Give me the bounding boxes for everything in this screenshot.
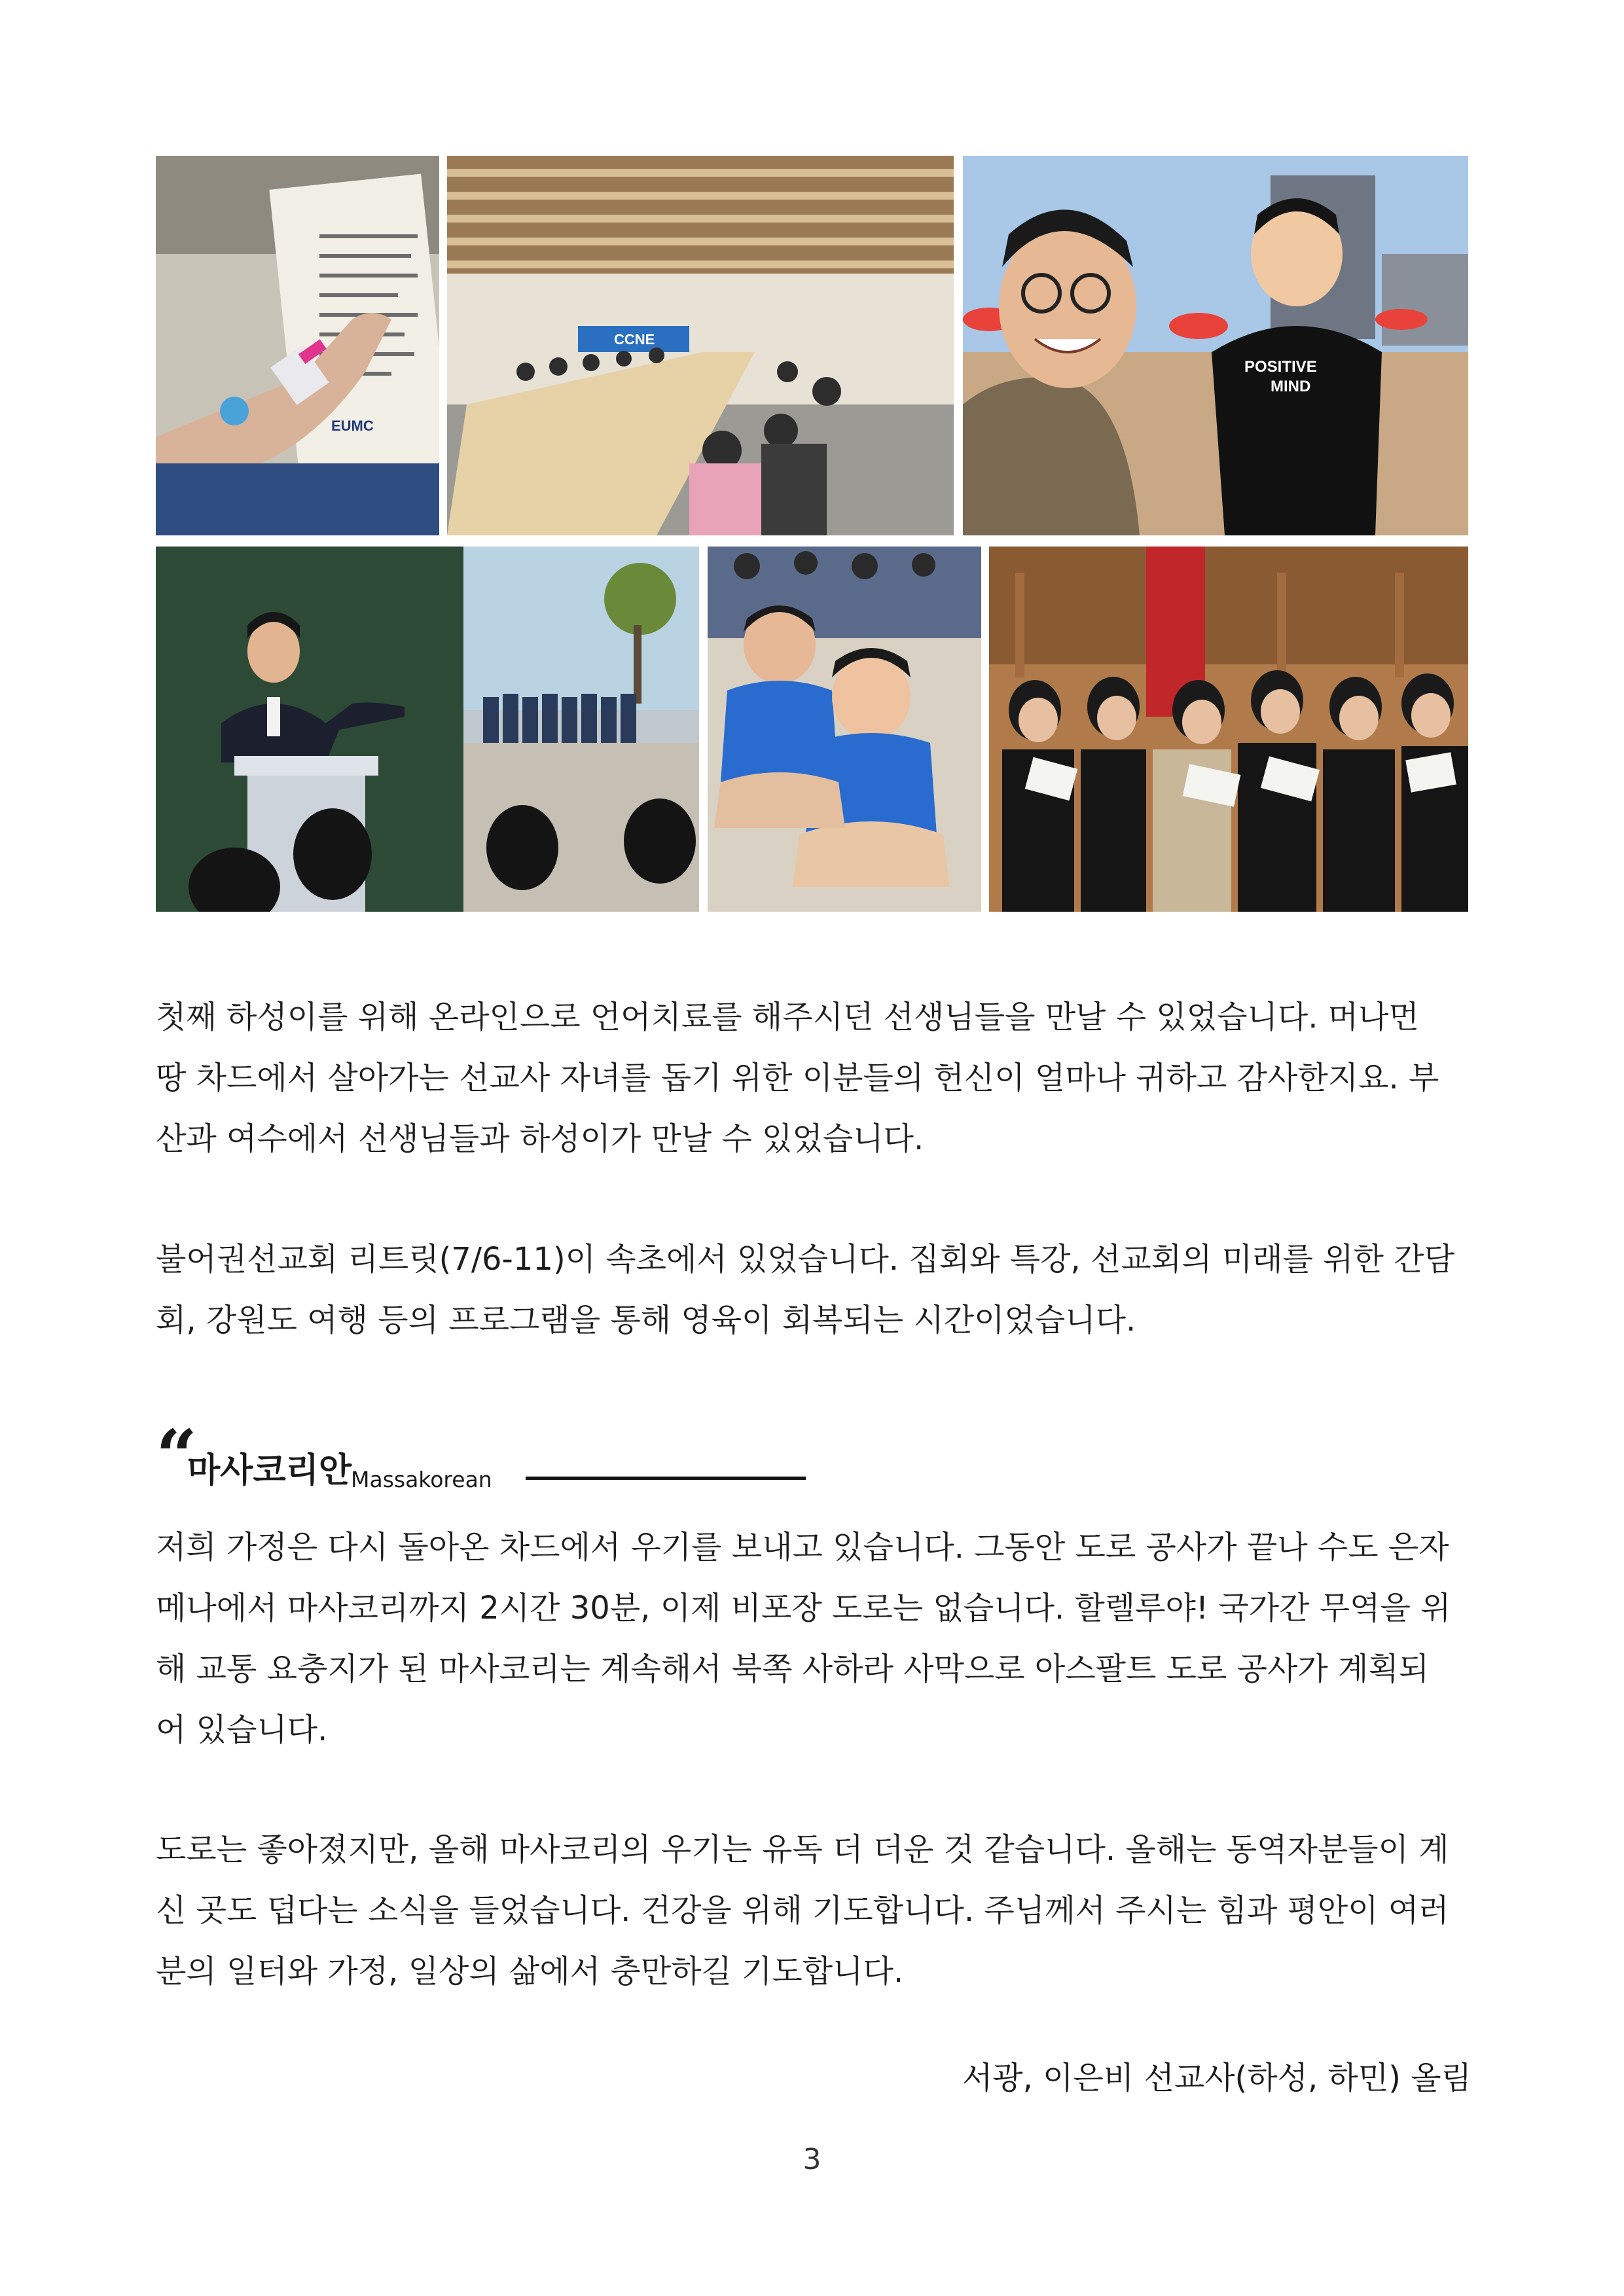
- svg-text:MIND: MIND: [1271, 378, 1311, 395]
- text-line: 어 있습니다.: [156, 1712, 328, 1748]
- section-divider: [526, 1477, 806, 1480]
- photo-choir-singing: [989, 547, 1468, 912]
- paragraph-prayer: [156, 1820, 1471, 2002]
- section-title-korean: 마사코리안: [187, 1451, 352, 1490]
- text-line: 해 교통 요충지가 된 마사코리는 계속해서 북쪽 사하라 사막으로 아스팔트 도로 공사가 계획되: [156, 1651, 1430, 1687]
- text-line: 첫째 하성이를 위해 온라인으로 언어치료를 해주시던 선생님들을 만날 수 있었습니다. 머나먼: [156, 999, 1419, 1035]
- photo-retreat-meeting: [447, 156, 954, 535]
- quote-mark-icon: “: [156, 1414, 198, 1498]
- photo-children-praying: [708, 547, 981, 912]
- text-line: 회, 강원도 여행 등의 프로그램을 통해 영육이 회복되는 시간이었습니다.: [156, 1302, 1136, 1338]
- svg-text:POSITIVE: POSITIVE: [1244, 358, 1317, 376]
- text-line: 신 곳도 덥다는 소식을 들었습니다. 건강을 위해 기도합니다. 주님께서 주시는 힘과 평안이 여러: [156, 1892, 1449, 1929]
- paragraph-rainy-season: [156, 1517, 1471, 1761]
- photo-beach-selfie: [963, 156, 1468, 535]
- text-line: 분의 일터와 가정, 일상의 삶에서 충만하길 기도합니다.: [156, 1953, 904, 1990]
- paragraph-speech-therapy: [156, 987, 1471, 1170]
- text-line: 땅 차드에서 살아가는 선교사 자녀를 돕기 위한 이분들의 헌신이 얼마나 귀하고 감사한지요. 부: [156, 1060, 1439, 1096]
- text-line: 산과 여수에서 선생님들과 하성이가 만날 수 있었습니다.: [156, 1121, 924, 1157]
- signature: 서광, 이은비 선교사(하성, 하민) 올림: [962, 2060, 1471, 2096]
- page-number: 3: [803, 2143, 821, 2176]
- section-heading: [156, 1414, 941, 1499]
- text-line: 불어권선교회 리트릿(7/6-11)이 속초에서 있었습니다. 집회와 특강, 선교회의 미래를 위한 간담: [156, 1241, 1454, 1278]
- svg-text:CCNE: CCNE: [614, 331, 655, 348]
- photo-speaker-presentation: [156, 547, 699, 912]
- text-line: 도로는 좋아졌지만, 올해 마사코리의 우기는 유독 더 더운 것 같습니다. 올해는 동역자분들이 계: [156, 1831, 1449, 1868]
- photo-hospital-iv: [156, 156, 439, 535]
- svg-text:EUMC: EUMC: [331, 418, 374, 434]
- text-line: 저희 가정은 다시 돌아온 차드에서 우기를 보내고 있습니다. 그동안 도로 공사가 끝나 수도 은자: [156, 1529, 1449, 1566]
- paragraph-retreat: [156, 1229, 1471, 1351]
- section-title-english: Massakorean: [351, 1467, 492, 1492]
- text-line: 메나에서 마사코리까지 2시간 30분, 이제 비포장 도로는 없습니다. 할렐루야! 국가간 무역을 위: [156, 1590, 1451, 1626]
